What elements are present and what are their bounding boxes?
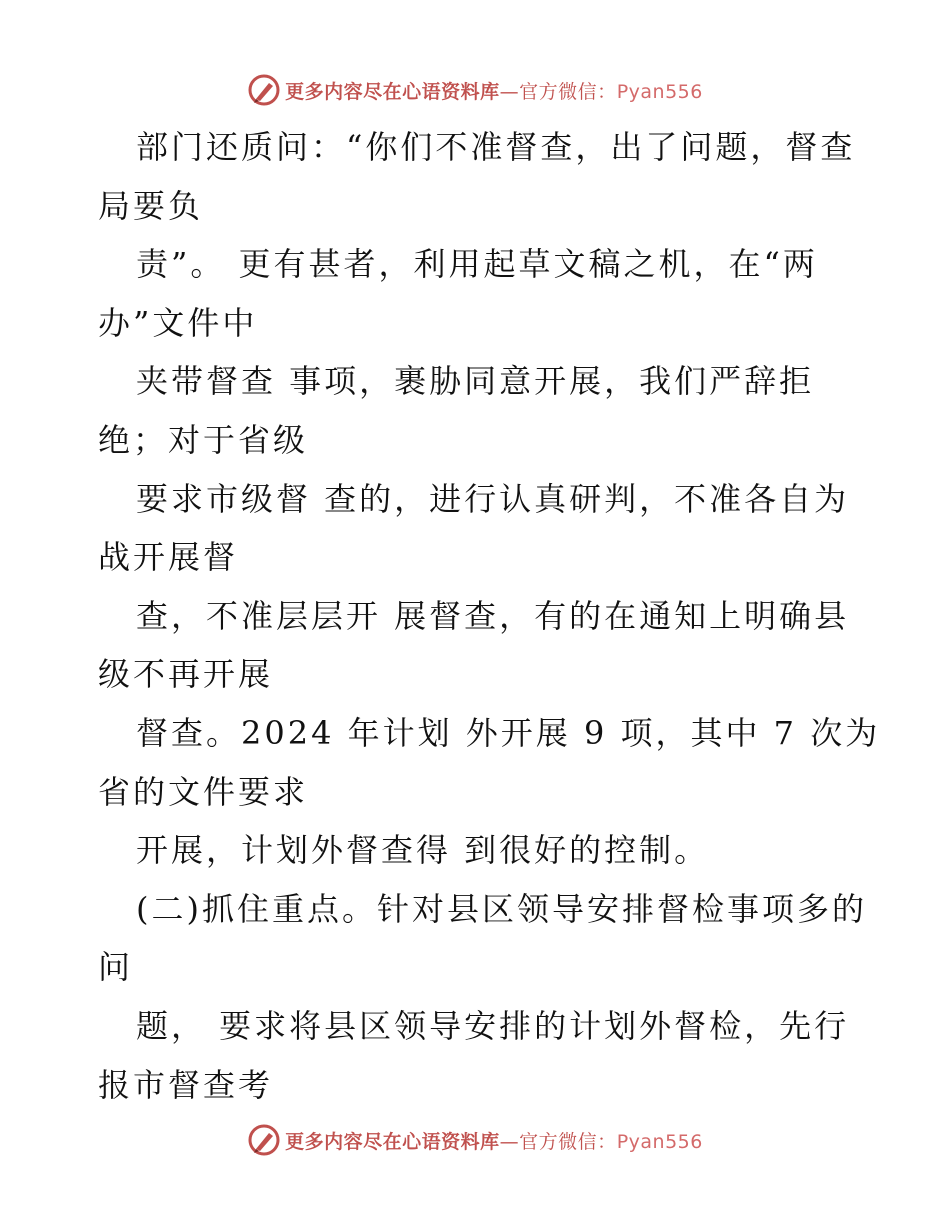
document-body <box>98 118 881 1114</box>
footer-wechat-id: Pyan556 <box>616 1130 703 1153</box>
body-line: 查，不准层层开 展督查，有的在通知上明确县 <box>136 596 850 635</box>
footer-separator: — <box>499 1130 520 1153</box>
body-line: 督查。2024 年计划 外开展 9 项，其中 7 次为 <box>136 713 881 752</box>
body-line: (二)抓住重点。针对县区领导安排督检事项多的 <box>136 889 867 928</box>
body-line: 办”文件中 <box>98 303 258 342</box>
header-wechat-label: 官方微信： <box>519 80 617 103</box>
body-line: 责”。 更有甚者，利用起草文稿之机，在“两 <box>136 245 818 284</box>
body-line: 部门还质问：“你们不准督查，出了问题，督查 <box>136 128 856 166</box>
body-line: 报市督查考 <box>98 1065 274 1104</box>
pen-circle-logo-icon <box>247 73 281 107</box>
body-line: 题， 要求将县区领导安排的计划外督检，先行 <box>136 1006 850 1045</box>
header-library-text: 更多内容尽在心语资料库 <box>285 80 500 103</box>
body-line: 战开展督 <box>98 538 239 577</box>
footer-library-text: 更多内容尽在心语资料库 <box>285 1130 500 1153</box>
body-line: 要求市级督 查的，进行认真研判，不准各自为 <box>136 479 850 518</box>
header-wechat-id: Pyan556 <box>616 80 703 103</box>
header-banner <box>0 72 950 108</box>
body-line: 级不再开展 <box>98 655 274 694</box>
body-line: 问 <box>98 948 134 987</box>
header-banner-text <box>285 77 703 104</box>
footer-banner-text <box>285 1127 703 1154</box>
body-line: 夹带督查 事项，裹胁同意开展，我们严辞拒 <box>136 362 815 401</box>
body-line: 绝；对于省级 <box>98 420 309 459</box>
body-line: 省的文件要求 <box>98 772 309 811</box>
footer-wechat-label: 官方微信： <box>519 1130 617 1153</box>
body-line: 开展，计划外督查得 到很好的控制。 <box>136 831 710 870</box>
header-separator: — <box>499 80 520 103</box>
body-line: 局要负 <box>98 186 204 225</box>
footer-banner <box>0 1122 950 1158</box>
pen-circle-logo-icon <box>247 1123 281 1157</box>
